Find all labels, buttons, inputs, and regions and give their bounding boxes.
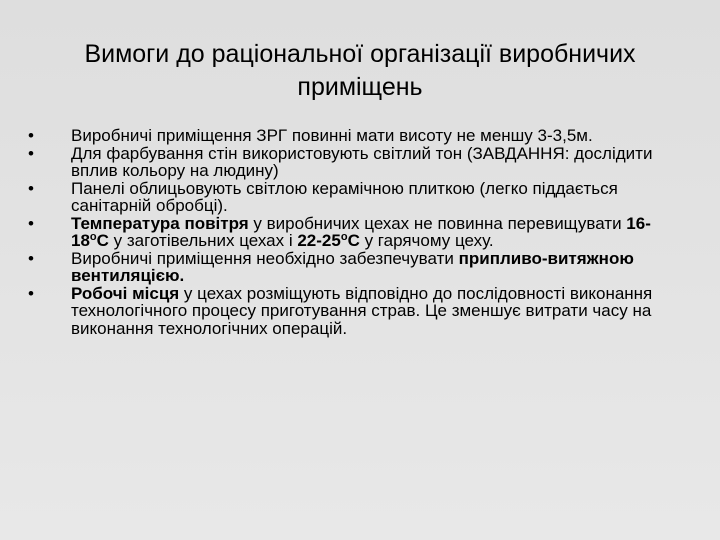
bullet-text-run: у цехах розміщують відповідно до послідовності виконання технологічного процесу приготування страв. Це зменшує витрати часу на виконання технологічних операцій.: [71, 283, 653, 338]
bullet-dot-icon: •: [28, 143, 34, 163]
slide-title-line-2: приміщень: [297, 73, 423, 101]
bullet-text-bold: Робочі місця: [71, 283, 180, 303]
bullet-text-bold: Температура повітря: [71, 213, 249, 233]
bullet-text: [71, 126, 593, 145]
bullet-text: [71, 144, 652, 181]
bullet-text-bold: 22-25: [297, 231, 341, 250]
bullet-text-bold: о: [89, 231, 97, 243]
bullet-dot-icon: •: [28, 283, 34, 303]
bullet-text-run: у заготівельних цехах і: [108, 231, 298, 250]
bullet-item: [28, 215, 674, 250]
bullet-dot-icon: •: [28, 213, 34, 233]
bullet-item: [28, 250, 674, 285]
bullet-text-run: у виробничих цехах не повинна перевищувати: [248, 213, 627, 233]
bullet-text-run: Виробничі приміщення ЗРГ повинні мати висоту не меншу 3-3,5м.: [71, 126, 593, 145]
bullet-text-bold: о: [340, 231, 348, 243]
slide-title: [30, 38, 690, 104]
bullet-item: [28, 180, 674, 215]
bullet-text-bold: 16-18: [71, 213, 651, 250]
bullet-list: [28, 127, 674, 337]
bullet-text-run: у гарячому цеху.: [359, 231, 494, 250]
bullet-text-bold: припливо-витяжною вентиляцією.: [71, 248, 634, 285]
bullet-dot-icon: •: [28, 248, 34, 268]
bullet-dot-icon: •: [28, 178, 34, 198]
bullet-text-bold: С: [96, 231, 109, 250]
bullet-text-run: Панелі облицьовують світлою керамічною плиткою (легко піддається санітарній обробці).: [71, 178, 618, 215]
bullet-item: [28, 127, 674, 145]
slide-title-line-1: Вимоги до раціональної організації виробничих: [84, 40, 636, 68]
bullet-text: [71, 179, 618, 216]
bullet-text-bold: С: [347, 231, 360, 250]
bullet-text-run: Виробничі приміщення необхідно забезпечувати: [71, 248, 459, 268]
bullet-item: [28, 145, 674, 180]
bullet-text: [71, 214, 651, 251]
bullet-text: [71, 249, 634, 286]
bullet-item: [28, 285, 674, 338]
bullet-text-run: Для фарбування стін використовують світлий тон (ЗАВДАННЯ: дослідити вплив кольору на людину): [71, 143, 653, 180]
bullet-dot-icon: •: [28, 126, 34, 145]
bullet-text: [71, 284, 652, 338]
